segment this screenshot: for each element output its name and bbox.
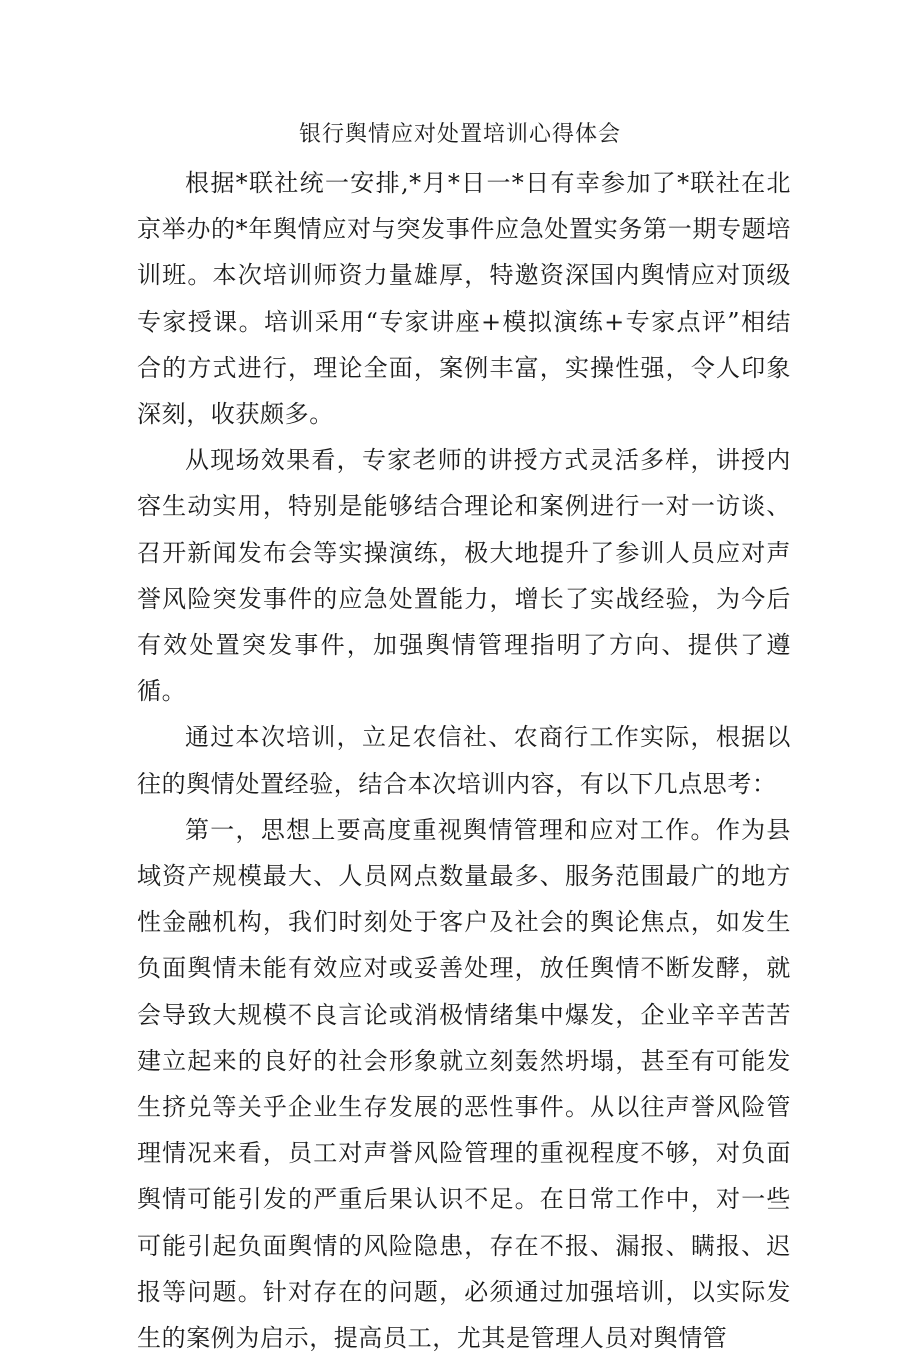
paragraph-1: 根据*联社统一安排,*月*日一*日有幸参加了*联社在北京举办的*年舆情应对与突发事件应急处置实务第一期专题培训班。本次培训师资力量雄厚，特邀资深国内舆情应对顶级专家授课。培训采用“专家讲座+模拟演练+专家点评”相结合的方式进行，理论全面，案例丰富，实操性强，令人印象深刻，收获颇多。	[137, 169, 791, 429]
paragraph-3: 通过本次培训，立足农信社、农商行工作实际，根据以往的舆情处置经验，结合本次培训内容，有以下几点思考：	[137, 723, 791, 798]
document-title: 银行舆情应对处置培训心得体会	[298, 122, 621, 147]
paragraph-4: 第一，思想上要高度重视舆情管理和应对工作。作为县域资产规模最大、人员网点数量最多、服务范围最广的地方性金融机构，我们时刻处于客户及社会的舆论焦点，如发生负面舆情未能有效应对或妥善处理，放任舆情不断发酵，就会导致大规模不良言论或消极情绪集中爆发，企业辛辛苦苦建立起来的良好的社会形象就立刻轰然坍塌，甚至有可能发生挤兑等关乎企业生存发展的恶性事件。从以往声誉风险管理情况来看，员工对声誉风险管理的重视程度不够，对负面舆情可能引发的严重后果认识不足。在日常工作中，对一些可能引起负面舆情的风险隐患，存在不报、漏报、瞒报、迟报等问题。针对存在的问题，必须通过加强培训，以实际发生的案例为启示，提高员工，尤其是管理人员对舆情管	[137, 815, 791, 1353]
document-body	[137, 160, 791, 1361]
paragraph-2: 从现场效果看，专家老师的讲授方式灵活多样，讲授内容生动实用，特别是能够结合理论和案例进行一对一访谈、召开新闻发布会等实操演练，极大地提升了参训人员应对声誉风险突发事件的应急处置能力，增长了实战经验，为今后有效处置突发事件，加强舆情管理指明了方向、提供了遵循。	[137, 446, 791, 706]
